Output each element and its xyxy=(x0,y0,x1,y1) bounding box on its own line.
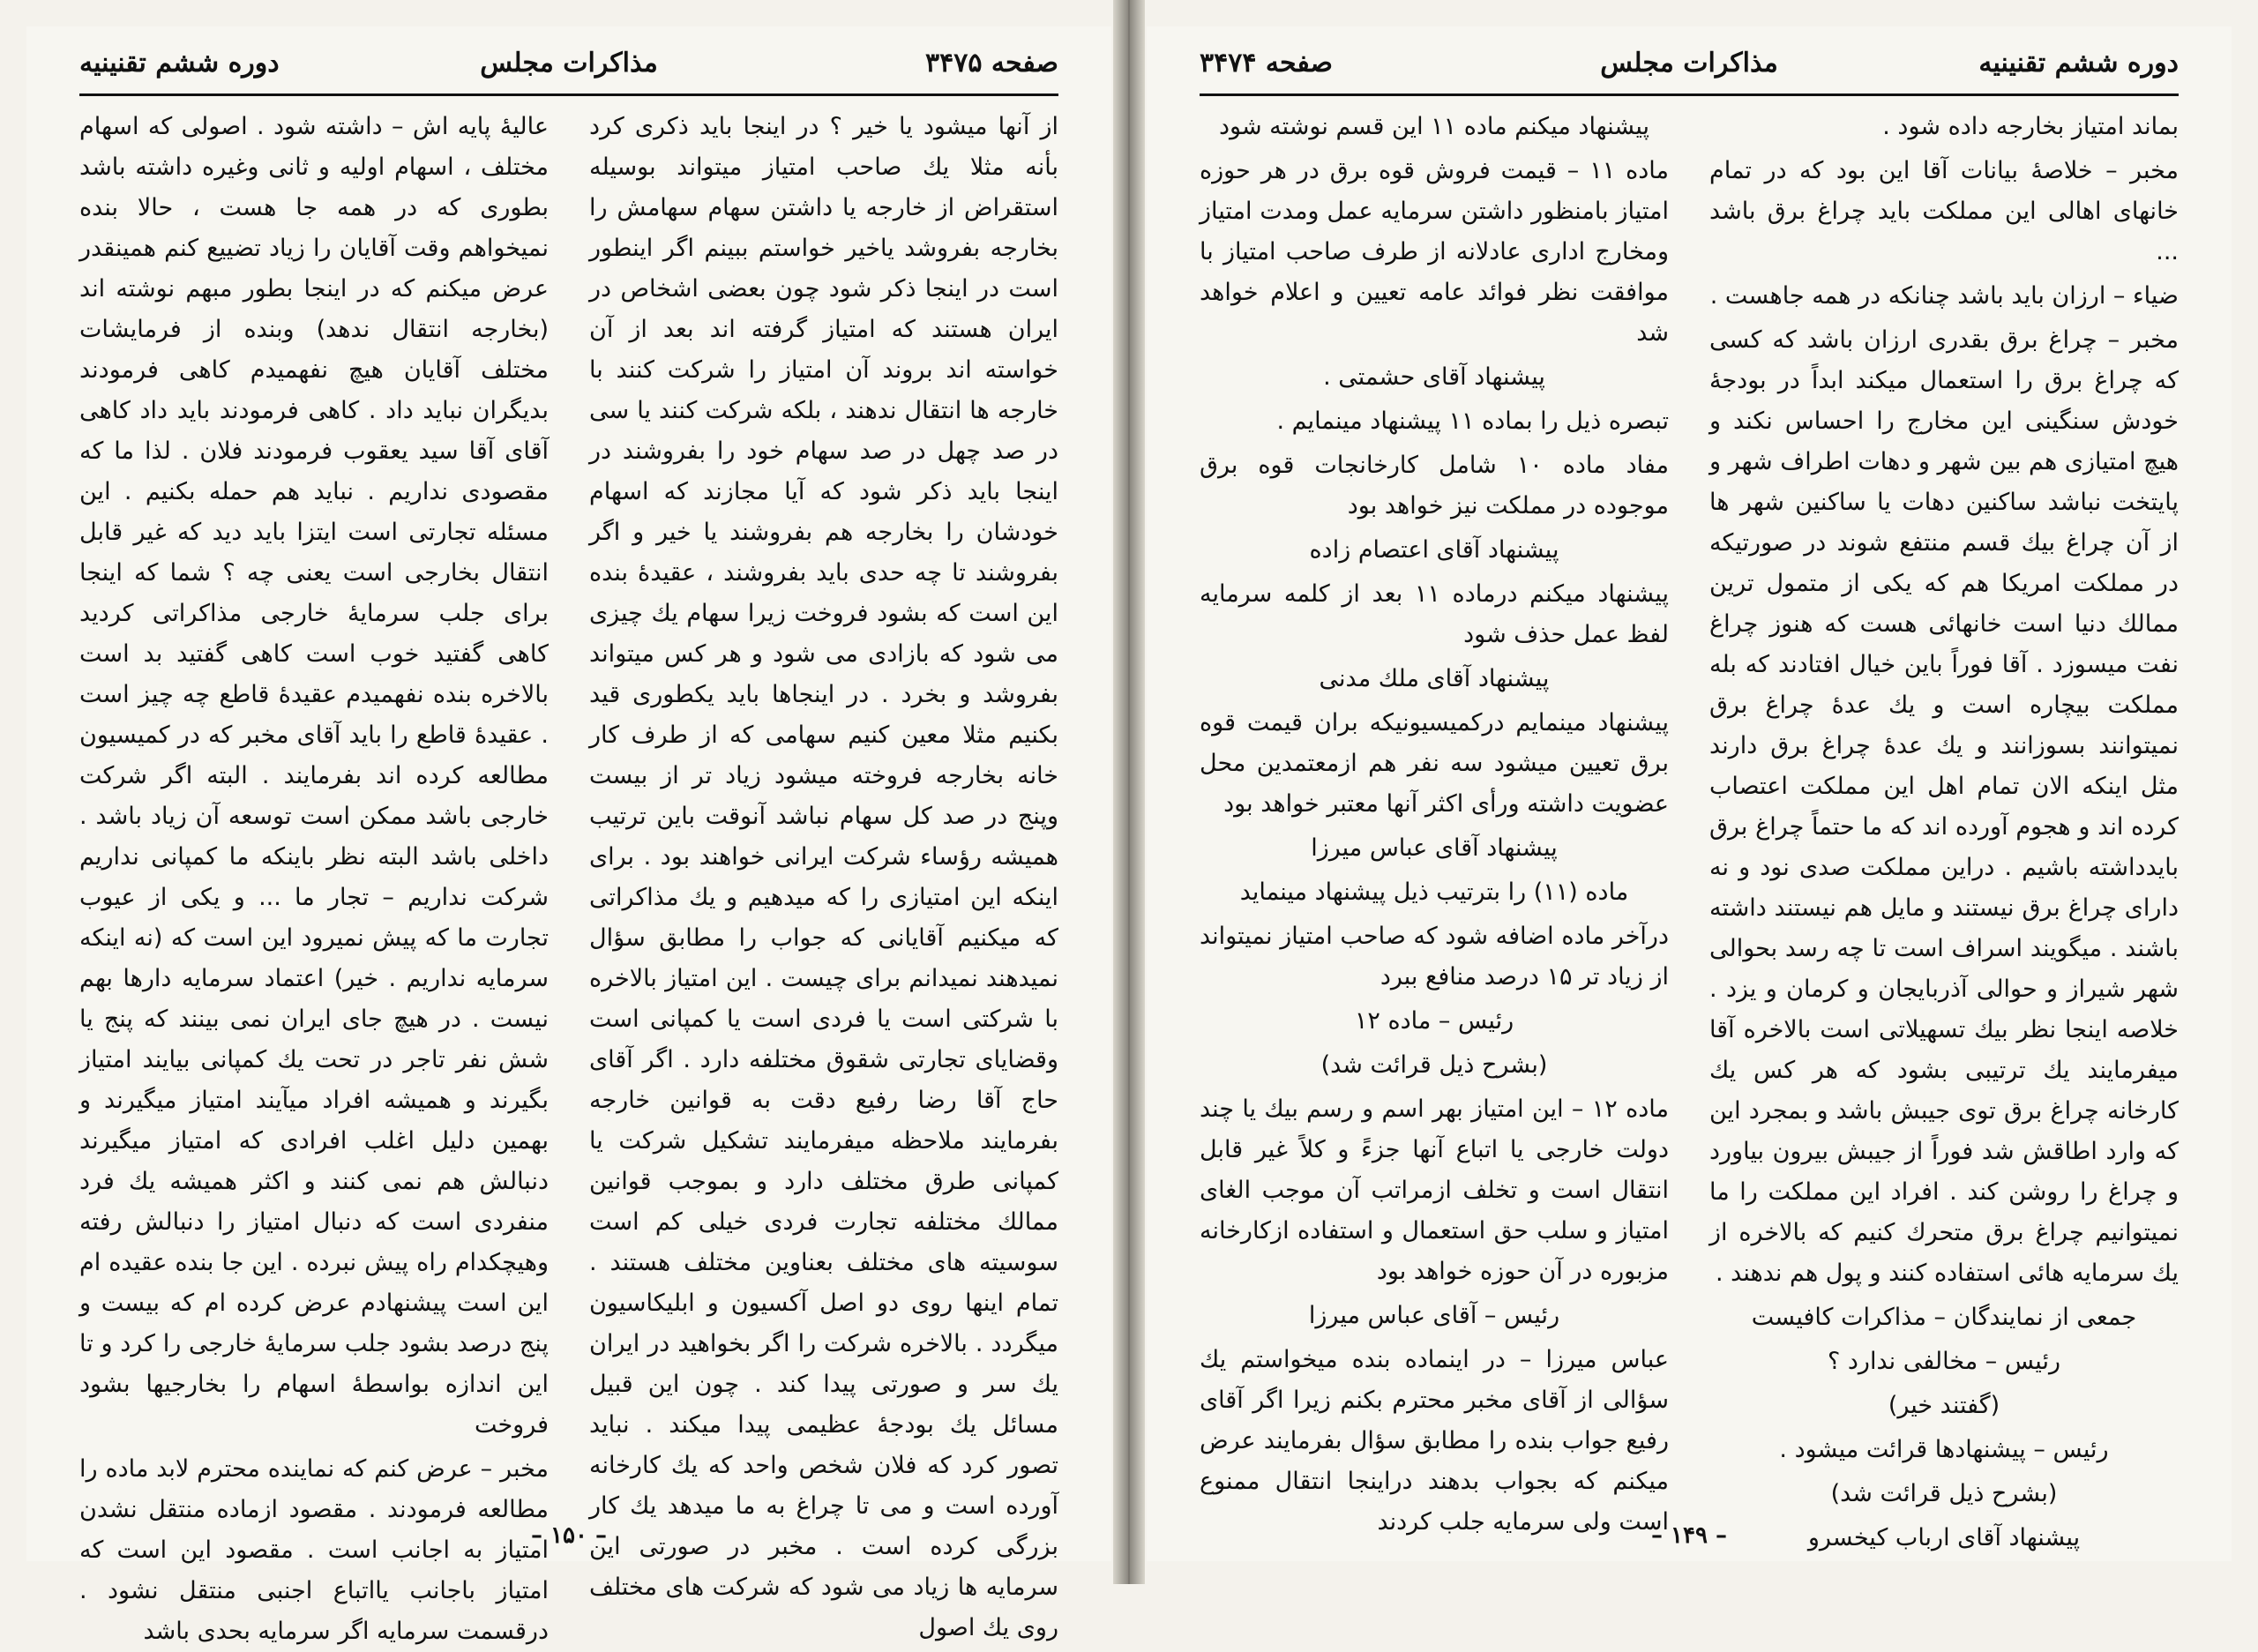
paragraph: درآخر ماده اضافه شود که صاحب امتیاز نمیتواند از زیاد تر ۱۵ درصد منافع ببرد xyxy=(1200,923,1669,990)
paragraph: رئیس – ماده ۱۲ xyxy=(1354,1007,1514,1035)
paragraph: ضیاء – ارزان باید باشد چنانکه در همه جاهست . xyxy=(1709,282,2179,310)
paragraph: عالیهٔ پایه اش – داشته شود . اصولی که اسهام مختلف ، اسهام اولیه و ثانی وغیره داشته باشد بطوری که در همه جا هست ، حالا بنده نمیخواهم وقت آقایان را زیاد تضییع کنم همینقدر عرض میکنم که در اینجا بطور مبهم نوشته اند (بخارجه انتقال ندهد) وبنده از فرمایشات مختلف آقایان هیچ نفهمیدم کاهی فرمودند بدیگران نباید داد . کاهی فرمودند باید داد کاهی آقای آقا سید یعقوب فرمودند فلان . لذا ما که مقصودی نداریم . نباید هم حمله بکنیم . این مسئله تجارتی است ایتزا باید دید که غیر قابل انتقال بخارجی است یعنی چه ؟ شما که اینجا برای جلب سرمایهٔ خارجی مذاکراتی کردید کاهی گفتید خوب است کاهی گفتید بد است بالاخره بنده نفهمیدم عقیدهٔ قاطع چه چیز است . عقیدهٔ قاطع را باید آقای مخبر که در کمیسیون مطالعه کرده اند بفرمایند . البته اگر شرکت خارجی باشد ممکن است توسعه آن زیاد باشد . داخلی باشد البته نظر باینکه ما کمپانی نداریم شرکت نداریم – تجار ما ... و یکی از عیوب تجارت ما که پیش نمیرود این است که (نه اینکه سرمایه نداریم . خیر) اعتماد سرمایه دارها بهم نیست . در هیچ جای ایران نمی بینند که پنج یا شش نفر تاجر در تحت یك کمپانی بیایند امتیاز بگیرند و همیشه افراد میآیند امتیاز میگیرند و بهمین دلیل اغلب افرادی که امتیاز میگیرند دنبالش هم نمی کنند و اکثر همیشه یك فرد منفردی است که دنبال امتیاز را دنبالش رفته وهیچکدام راه پیش نبرده . این جا بنده عقیده ام این است پیشنهادم عرض کرده ام که بیست و پنج درصد بشود جلب سرمایهٔ خارجی را کرد و تا این اندازه بواسطهٔ اسهام را بخارجیها بشود فروخت xyxy=(79,113,549,1439)
paragraph: (بشرح ذیل قرائت شد) xyxy=(1320,1051,1548,1079)
paragraph: عباس میرزا – در اینماده بنده میخواستم یك سؤالی از آقای مخبر محترم بکنم زیرا اگر آقای رفیع جواب بنده را مطابق سؤال بفرمایند عرض میکنم که بجواب بدهند دراینجا انتقال ممنوع است ولی سرمایه جلب کردند xyxy=(1200,1346,1669,1536)
paragraph: مخبر – عرض کنم که نماینده محترم لابد ماده را مطالعه فرمودند . مقصود ازماده منتقل نشدن امتیاز به اجانب است . مقصود این است که امتیاز باجانب یااتباع اجنبی منتقل نشود . درقسمت سرمایه اگر سرمایه بحدی باشد xyxy=(79,1455,549,1645)
paragraph: پیشنهاد آقای ارباب کیخسرو xyxy=(1807,1524,2081,1551)
left-page xyxy=(26,26,1111,1645)
paragraph: (بشرح ذیل قرائت شد) xyxy=(1830,1480,2058,1507)
paragraph: ماده (۱۱) را بترتیب ذیل پیشنهاد مینماید xyxy=(1239,878,1629,906)
text-column-right xyxy=(1709,107,2179,1551)
paragraph: پیشنهاد آقای عباس میرزا xyxy=(1311,834,1558,862)
paragraph: ماده ۱۲ – این امتیاز بهر اسم و رسم بیك یا چند دولت خارجی یا اتباع آنها جزءً و کلاً غیر قابل انتقال است و تخلف ازمراتب آن موجب الغای امتیاز و سلب حق استعمال و استفاده ازکارخانه مزبوره در آن حوزه خواهد بود xyxy=(1200,1095,1669,1285)
paragraph: بماند امتیاز بخارجه داده شود . xyxy=(1882,113,2179,140)
paragraph: جمعی از نمایندگان – مذاکرات کافیست xyxy=(1751,1304,2137,1331)
paragraph: پیشنهاد میکنم ماده ۱۱ این قسم نوشته شود xyxy=(1218,113,1650,140)
paragraph: ماده ۱۱ – قیمت فروش قوه برق در هر حوزه امتیاز بامنظور داشتن سرمایه عمل ومدت امتیاز ومخارج اداری عادلانه از طرف صاحب امتیاز با موافقت نظر فوائد عامه تعیین و اعلام خواهد شد xyxy=(1200,157,1669,347)
paragraph: تبصره ذیل را بماده ۱۱ پیشنهاد مینمایم . xyxy=(1276,407,1669,435)
paragraph: (گفتند خیر) xyxy=(1888,1392,2000,1419)
page-number: صفحه ۳۴۷۴ xyxy=(1200,48,1333,78)
paragraph: مخبر – چراغ برق بقدری ارزان باشد که کسی که چراغ برق را استعمال میکند ابداً در بودجهٔ خودش سنگینی این مخارج را احساس نکند و هیچ امتیازی هم بین شهر و دهات اطراف شهر و پایتخت نباشد ساکنین دهات یا ساکنین شهر ها از آن چراغ بیك قسم منتفع شوند در صورتیکه در مملکت امریکا هم که یکی از متمول ترین ممالك دنیا است خانهائی هست که هنوز چراغ نفت میسوزد . آقا فوراً باین خیال افتادند که بله مملکت بیچاره است و یك عدهٔ چراغ برق نمیتوانند بسوزانند و یك عدهٔ چراغ برق دارند مثل اینکه الان تمام اهل این مملکت اعتصاب کرده اند و هجوم آورده اند که ما حتماً چراغ برق بایدداشته باشیم . دراین مملکت صدی نود و نه دارای چراغ برق نیستند و مایل هم نیستند داشته باشند . میگویند اسراف است تا چه رسد بحوالی شهر شیراز و حوالی آذربایجان و کرمان و یزد . خلاصه اینجا نظر بیك تسهیلاتی است بالاخره آقا میفرمایند یك ترتیبی بشود که هر کس یك کارخانه چراغ برق توی جیبش باشد و بمجرد این که وارد اطاقش شد فوراً از جیبش بیرون بیاورد و چراغ را روشن کند . افراد این مملکت را ما نمیتوانیم چراغ برق متحرك کنیم که بالاخره از یك سرمایه هائی استفاده کنند و پول هم ندهند . xyxy=(1709,326,2179,1287)
page-header xyxy=(1200,42,2179,96)
session-title: دوره ششم تقنینیه xyxy=(1978,48,2179,78)
text-column-left xyxy=(1200,107,1669,1536)
paragraph: از آنها میشود یا خیر ؟ در اینجا باید ذکری کرد بأنه مثلا یك صاحب امتیاز میتواند بوسیله استقراض از خارجه یا داشتن سهام سهامش را بخارجه بفروشد یاخیر خواستم ببینم اگر اینطور است در اینجا ذکر شود چون بعضی اشخاص در ایران هستند که امتیاز گرفته اند بعد از آن خواسته اند بروند آن امتیاز را شرکت کنند با خارجه ها انتقال ندهند ، بلکه شرکت کنند یا سی در صد چهل در صد سهام خود را بفروشند در اینجا باید ذکر شود که آیا مجازند که اسهام خودشان را بخارجه هم بفروشند یا خیر و اگر بفروشند تا چه حدی باید بفروشند ، عقیدهٔ بنده این است که بشود فروخت زیرا سهام یك چیزی می شود که بازادی می شود و هر کس میتواند بفروشد و بخرد . در اینجاها باید یکطوری قید بکنیم مثلا معین کنیم سهامی که از طرف کار خانه بخارجه فروخته میشود زیاد تر از بیست وپنج در صد کل سهام نباشد آنوقت باین ترتیب همیشه رؤساء شرکت ایرانی خواهند بود . برای اینکه این امتیازی را که میدهیم و یك مذاکراتی که میکنیم آقایانی که جواب را مطابق سؤال نمیدهند نمیدانم برای چیست . این امتیاز بالاخره با شرکتی است یا فردی است یا کمپانی است وقضایای تجارتی شقوق مختلفه دارد . اگر آقای حاج آقا رضا رفیع دقت به قوانین خارجه بفرمایند ملاحظه میفرمایند تشکیل شرکت یا کمپانی طرق مختلف دارد و بموجب قوانین ممالك مختلفه تجارت فردی خیلی کم است سوسیته های مختلف بعناوین مختلف هستند . تمام اینها روی دو اصل آکسیون و ابلیکاسیون میگردد . بالاخره شرکت را اگر بخواهید در ایران یك سر و صورتی پیدا کند . چون این قبیل مسائل یك بودجهٔ عظیمی پیدا میکند . نباید تصور کرد که فلان شخص واحد که یك کارخانه آورده است و می تا چراغ به ما میدهد یك کار بزرگی کرده است . مخبر در صورتی این سرمایه ها زیاد می شود که شرکت های مختلف روی یك اصول xyxy=(589,113,1058,1641)
paragraph: پیشنهاد آقای ملك مدنی xyxy=(1319,665,1550,692)
paragraph: رئیس – آقای عباس میرزا xyxy=(1308,1302,1560,1329)
paragraph: پیشنهاد آقای اعتصام زاده xyxy=(1309,536,1559,564)
page-number: صفحه ۳۴۷۵ xyxy=(925,48,1058,78)
text-column-right xyxy=(589,107,1058,1641)
paragraph: رئیس – پیشنهادها قرائت میشود . xyxy=(1779,1436,2109,1463)
running-title: مذاکرات مجلس xyxy=(480,48,658,78)
folio: – ۱۴۹ – xyxy=(1651,1522,1727,1549)
paragraph: پیشنهاد میکنم درماده ۱۱ بعد از کلمه سرمایه لفظ عمل حذف شود xyxy=(1200,580,1669,648)
text-column-left xyxy=(79,107,549,1645)
session-title: دوره ششم تقنینیه xyxy=(79,48,280,78)
paragraph: پیشنهاد آقای حشمتی . xyxy=(1323,363,1545,391)
paragraph: رئیس – مخالفی ندارد ؟ xyxy=(1827,1348,2061,1375)
paragraph: مفاد ماده ۱۰ شامل کارخانجات قوه برق موجوده در مملکت نیز خواهد بود xyxy=(1200,452,1669,520)
book-gutter xyxy=(1113,0,1145,1584)
folio: – ۱۵۰ – xyxy=(531,1522,607,1549)
paragraph: پیشنهاد مینمایم درکمیسیونیکه بران قیمت قوه برق تعیین میشود سه نفر هم ازمعتمدین محل عضویت داشته ورأی اکثر آنها معتبر خواهد بود xyxy=(1200,709,1669,818)
running-title: مذاکرات مجلس xyxy=(1600,48,1778,78)
paragraph: مخبر – خلاصهٔ بیانات آقا این بود که در تمام خانهای اهالی این مملکت باید چراغ برق باشد ... xyxy=(1709,157,2179,265)
page-header xyxy=(79,42,1058,96)
right-page xyxy=(1147,26,2232,1561)
